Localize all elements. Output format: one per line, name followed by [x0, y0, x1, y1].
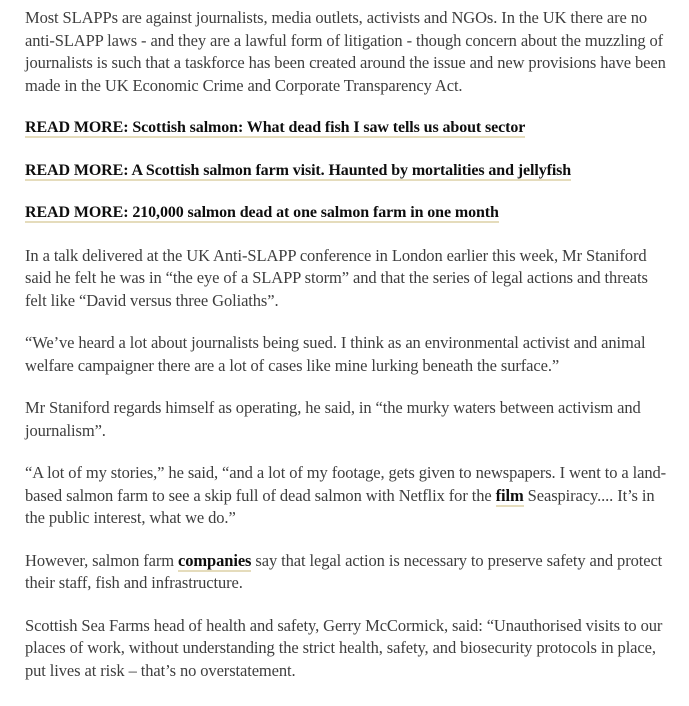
read-more-row-3 [25, 202, 668, 225]
paragraph-journalists-sued-quote: “We’ve heard a lot about journalists being sued. I think as an environmental activist and animal welfare campaigner there are a lot of cases like mine lurking beneath the surface.” [25, 333, 646, 375]
paragraph-murky-waters: Mr Staniford regards himself as operating, he said, in “the murky waters between activism and journalism”. [25, 398, 641, 440]
paragraph-slapps-intro: Most SLAPPs are against journalists, media outlets, activists and NGOs. In the UK there are no anti-SLAPP laws - and they are a lawful form of litigation - though concern about the muzzling of journalists is such that a taskforce has been created around the issue and new provisions have been made in the UK Economic Crime and Corporate Transparency Act. [25, 8, 666, 95]
read-more-row-1 [25, 117, 668, 140]
paragraph-stories-footage-text-before: “A lot of my stories,” he said, “and a lot of my footage, gets given to newspapers. I went to a land-based salmon farm to see a skip full of dead salmon with Netflix for the [25, 463, 667, 505]
read-more-row-2 [25, 160, 668, 183]
inline-link-companies[interactable]: companies [178, 550, 252, 570]
inline-link-film[interactable]: film [495, 485, 524, 505]
paragraph-companies-response [25, 550, 668, 595]
read-more-link-dead-fish-sector[interactable]: READ MORE: Scottish salmon: What dead fish I saw tells us about sector [25, 119, 526, 136]
paragraph-scottish-sea-farms-quote: Scottish Sea Farms head of health and safety, Gerry McCormick, said: “Unauthorised visits to our places of work, without understanding the strict health, safety, and biosecurity protocols in place, put lives at risk – that’s no overstatement. [25, 615, 663, 680]
read-more-link-210000-salmon-dead[interactable]: READ MORE: 210,000 salmon dead at one salmon farm in one month [25, 204, 499, 221]
paragraph-stories-footage [25, 462, 668, 530]
paragraph-companies-response-text-before: However, salmon farm [25, 550, 179, 570]
paragraph-companies-response-text-after: say that legal action is necessary to preserve safety and protect their staff, fish and infrastructure. [25, 550, 663, 592]
paragraph-anti-slapp-conference: In a talk delivered at the UK Anti-SLAPP conference in London earlier this week, Mr Staniford said he felt he was in “the eye of a SLAPP storm” and that the series of legal actions and threats felt like “David versus three Goliaths”. [25, 245, 648, 310]
paragraph-stories-footage-text-after: Seaspiracy.... It’s in the public interest, what we do.” [25, 485, 655, 527]
read-more-link-farm-visit-jellyfish[interactable]: READ MORE: A Scottish salmon farm visit. Haunted by mortalities and jellyfish [25, 161, 572, 179]
